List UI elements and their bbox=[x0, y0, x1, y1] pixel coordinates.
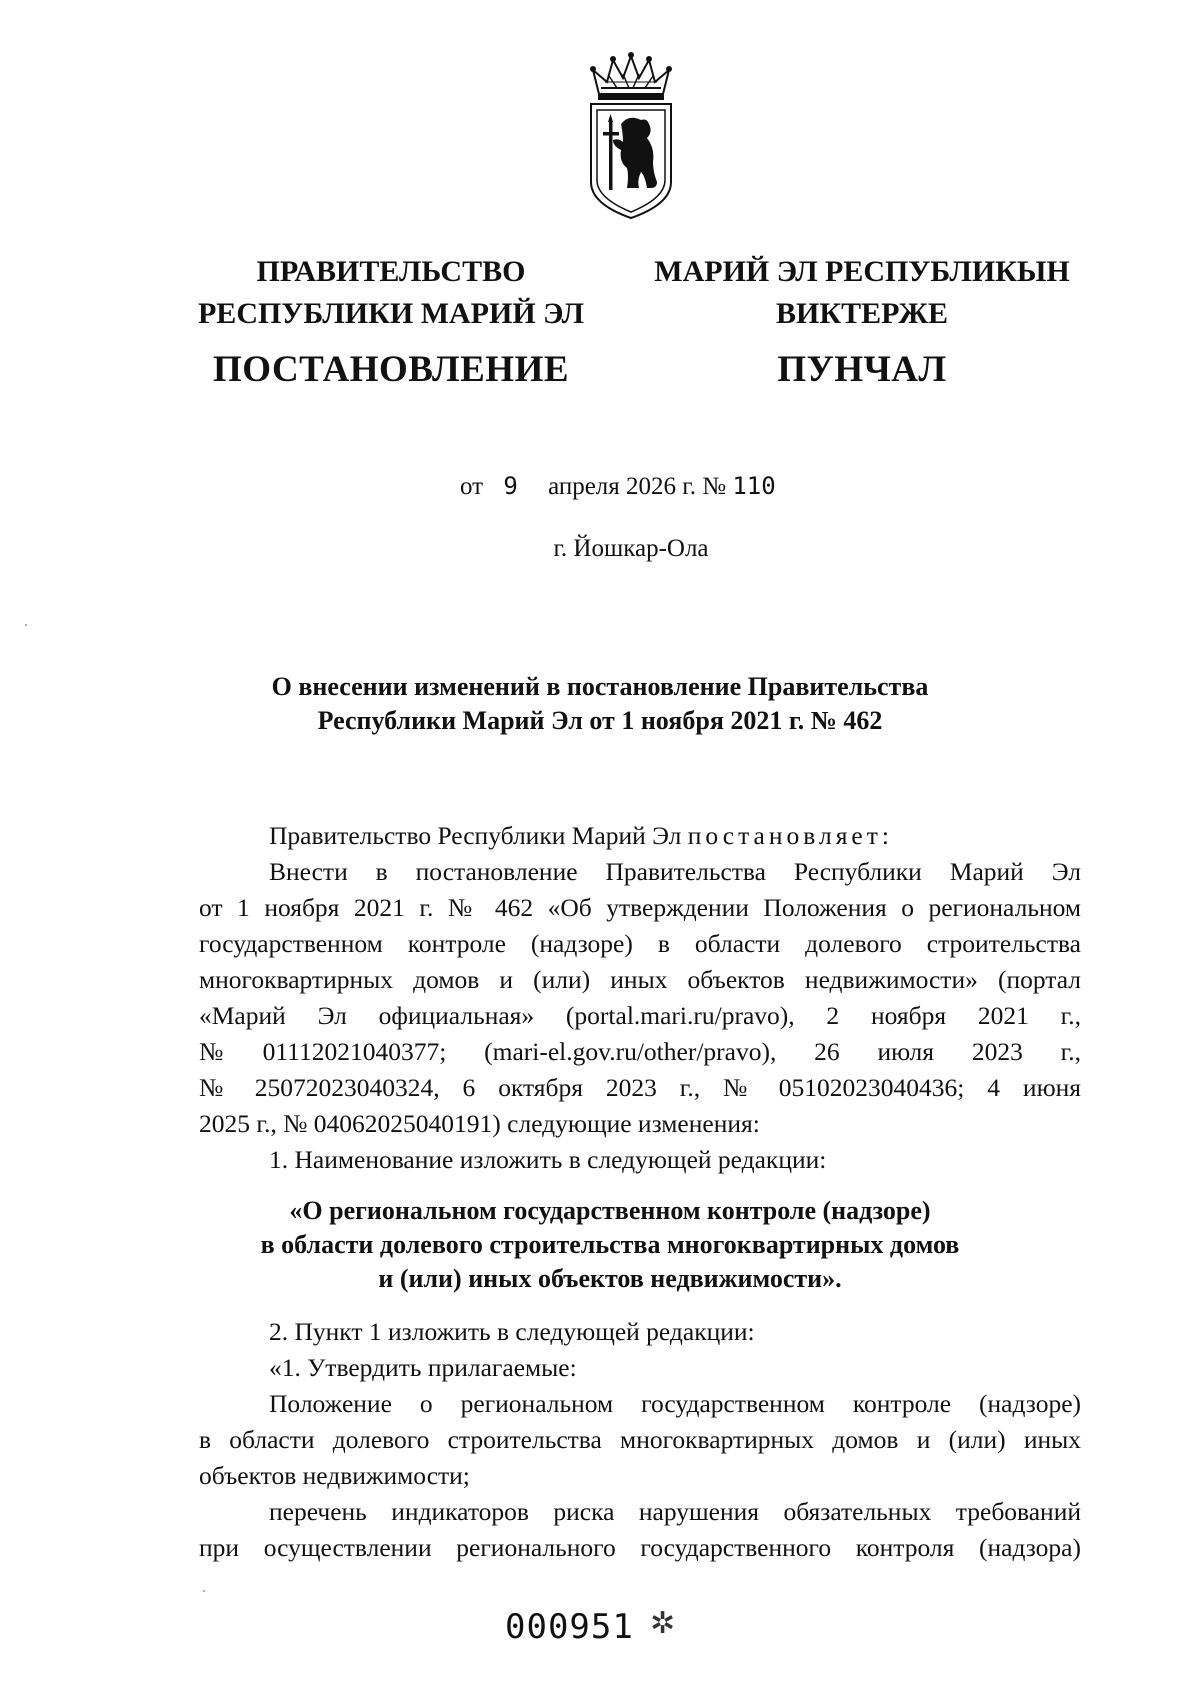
body-sub-1: «1. Утвердить прилагаемые: bbox=[269, 1353, 577, 1382]
document-title bbox=[0, 670, 1200, 738]
document-city: г. Йошкар-Ола bbox=[553, 535, 709, 562]
body-line: в области долевого строительства многоквартирных домов и (или) иных bbox=[199, 1425, 1081, 1454]
coat-of-arms-icon bbox=[583, 52, 679, 220]
body-line: объектов недвижимости; bbox=[199, 1461, 470, 1490]
asterisk-mark-icon: ✲ bbox=[650, 1607, 676, 1640]
body-line: государственном контроле (надзоре) в области долевого строительства bbox=[199, 929, 1081, 958]
date-day: 9 bbox=[503, 472, 518, 500]
date-prefix: от bbox=[460, 473, 484, 500]
document-date bbox=[460, 472, 776, 501]
quoted-title-line: «О региональном государственном контроле (надзоре) bbox=[289, 1196, 931, 1225]
body-item-1: 1. Наименование изложить в следующей редакции: bbox=[269, 1145, 827, 1174]
body-line: многоквартирных домов и (или) иных объектов недвижимости» (портал bbox=[199, 965, 1081, 994]
quoted-title-line: и (или) иных объектов недвижимости». bbox=[378, 1264, 842, 1293]
document-body bbox=[199, 818, 1081, 1178]
body-intro bbox=[199, 818, 1081, 854]
serial-number: 000951 bbox=[505, 1607, 634, 1647]
government-title-ru: ПРАВИТЕЛЬСТВО bbox=[256, 255, 526, 288]
scan-speck bbox=[25, 624, 27, 626]
body-line: № 25072023040324, 6 октября 2023 г., № 05102023040436; 4 июня bbox=[199, 1073, 1081, 1102]
body-line: перечень индикаторов риска нарушения обязательных требований bbox=[269, 1497, 1081, 1526]
document-number: 110 bbox=[732, 472, 776, 500]
republic-title-ru: РЕСПУБЛИКИ МАРИЙ ЭЛ bbox=[197, 297, 584, 330]
document-body-continued bbox=[199, 1314, 1081, 1566]
title-line: Республики Марий Эл от 1 ноября 2021 г. № 462 bbox=[317, 706, 883, 735]
quoted-title-line: в области долевого строительства многоквартирных домов bbox=[260, 1230, 960, 1259]
body-line: при осуществлении регионального государственного контроля (надзора) bbox=[199, 1533, 1081, 1562]
body-line: Положение о региональном государственном контроле (надзоре) bbox=[269, 1389, 1081, 1418]
scan-speck bbox=[203, 1590, 205, 1592]
header-left bbox=[185, 251, 597, 395]
government-title-mari: ВИКТЕРЖЕ bbox=[775, 297, 949, 330]
title-line: О внесении изменений в постановление Правительства bbox=[271, 672, 929, 701]
body-line: 2025 г., № 04062025040191) следующие изменения: bbox=[199, 1109, 760, 1138]
document-type-ru: ПОСТАНОВЛЕНИЕ bbox=[212, 349, 570, 390]
intro-prefix: Правительство Республики Марий Эл bbox=[269, 821, 682, 850]
body-line: № 01112021040377; (mari-el.gov.ru/other/pravo), 26 июля 2023 г., bbox=[199, 1037, 1081, 1066]
republic-title-mari: МАРИЙ ЭЛ РЕСПУБЛИКЫН bbox=[654, 255, 1070, 288]
quoted-new-title bbox=[0, 1194, 1200, 1296]
body-line: Внести в постановление Правительства Республики Марий Эл bbox=[269, 857, 1081, 886]
document-type-mari: ПУНЧАЛ bbox=[777, 349, 947, 390]
body-line: «Марий Эл официальная» (portal.mari.ru/pravo), 2 ноября 2021 г., bbox=[199, 1001, 1081, 1030]
header-right bbox=[653, 251, 1071, 395]
intro-decree-word: постановляет: bbox=[687, 821, 893, 850]
body-item-2: 2. Пункт 1 изложить в следующей редакции: bbox=[269, 1317, 755, 1346]
body-line: от 1 ноября 2021 г. № 462 «Об утверждении Положения о региональном bbox=[199, 893, 1081, 922]
date-month-year: апреля 2026 г. № bbox=[548, 473, 727, 500]
